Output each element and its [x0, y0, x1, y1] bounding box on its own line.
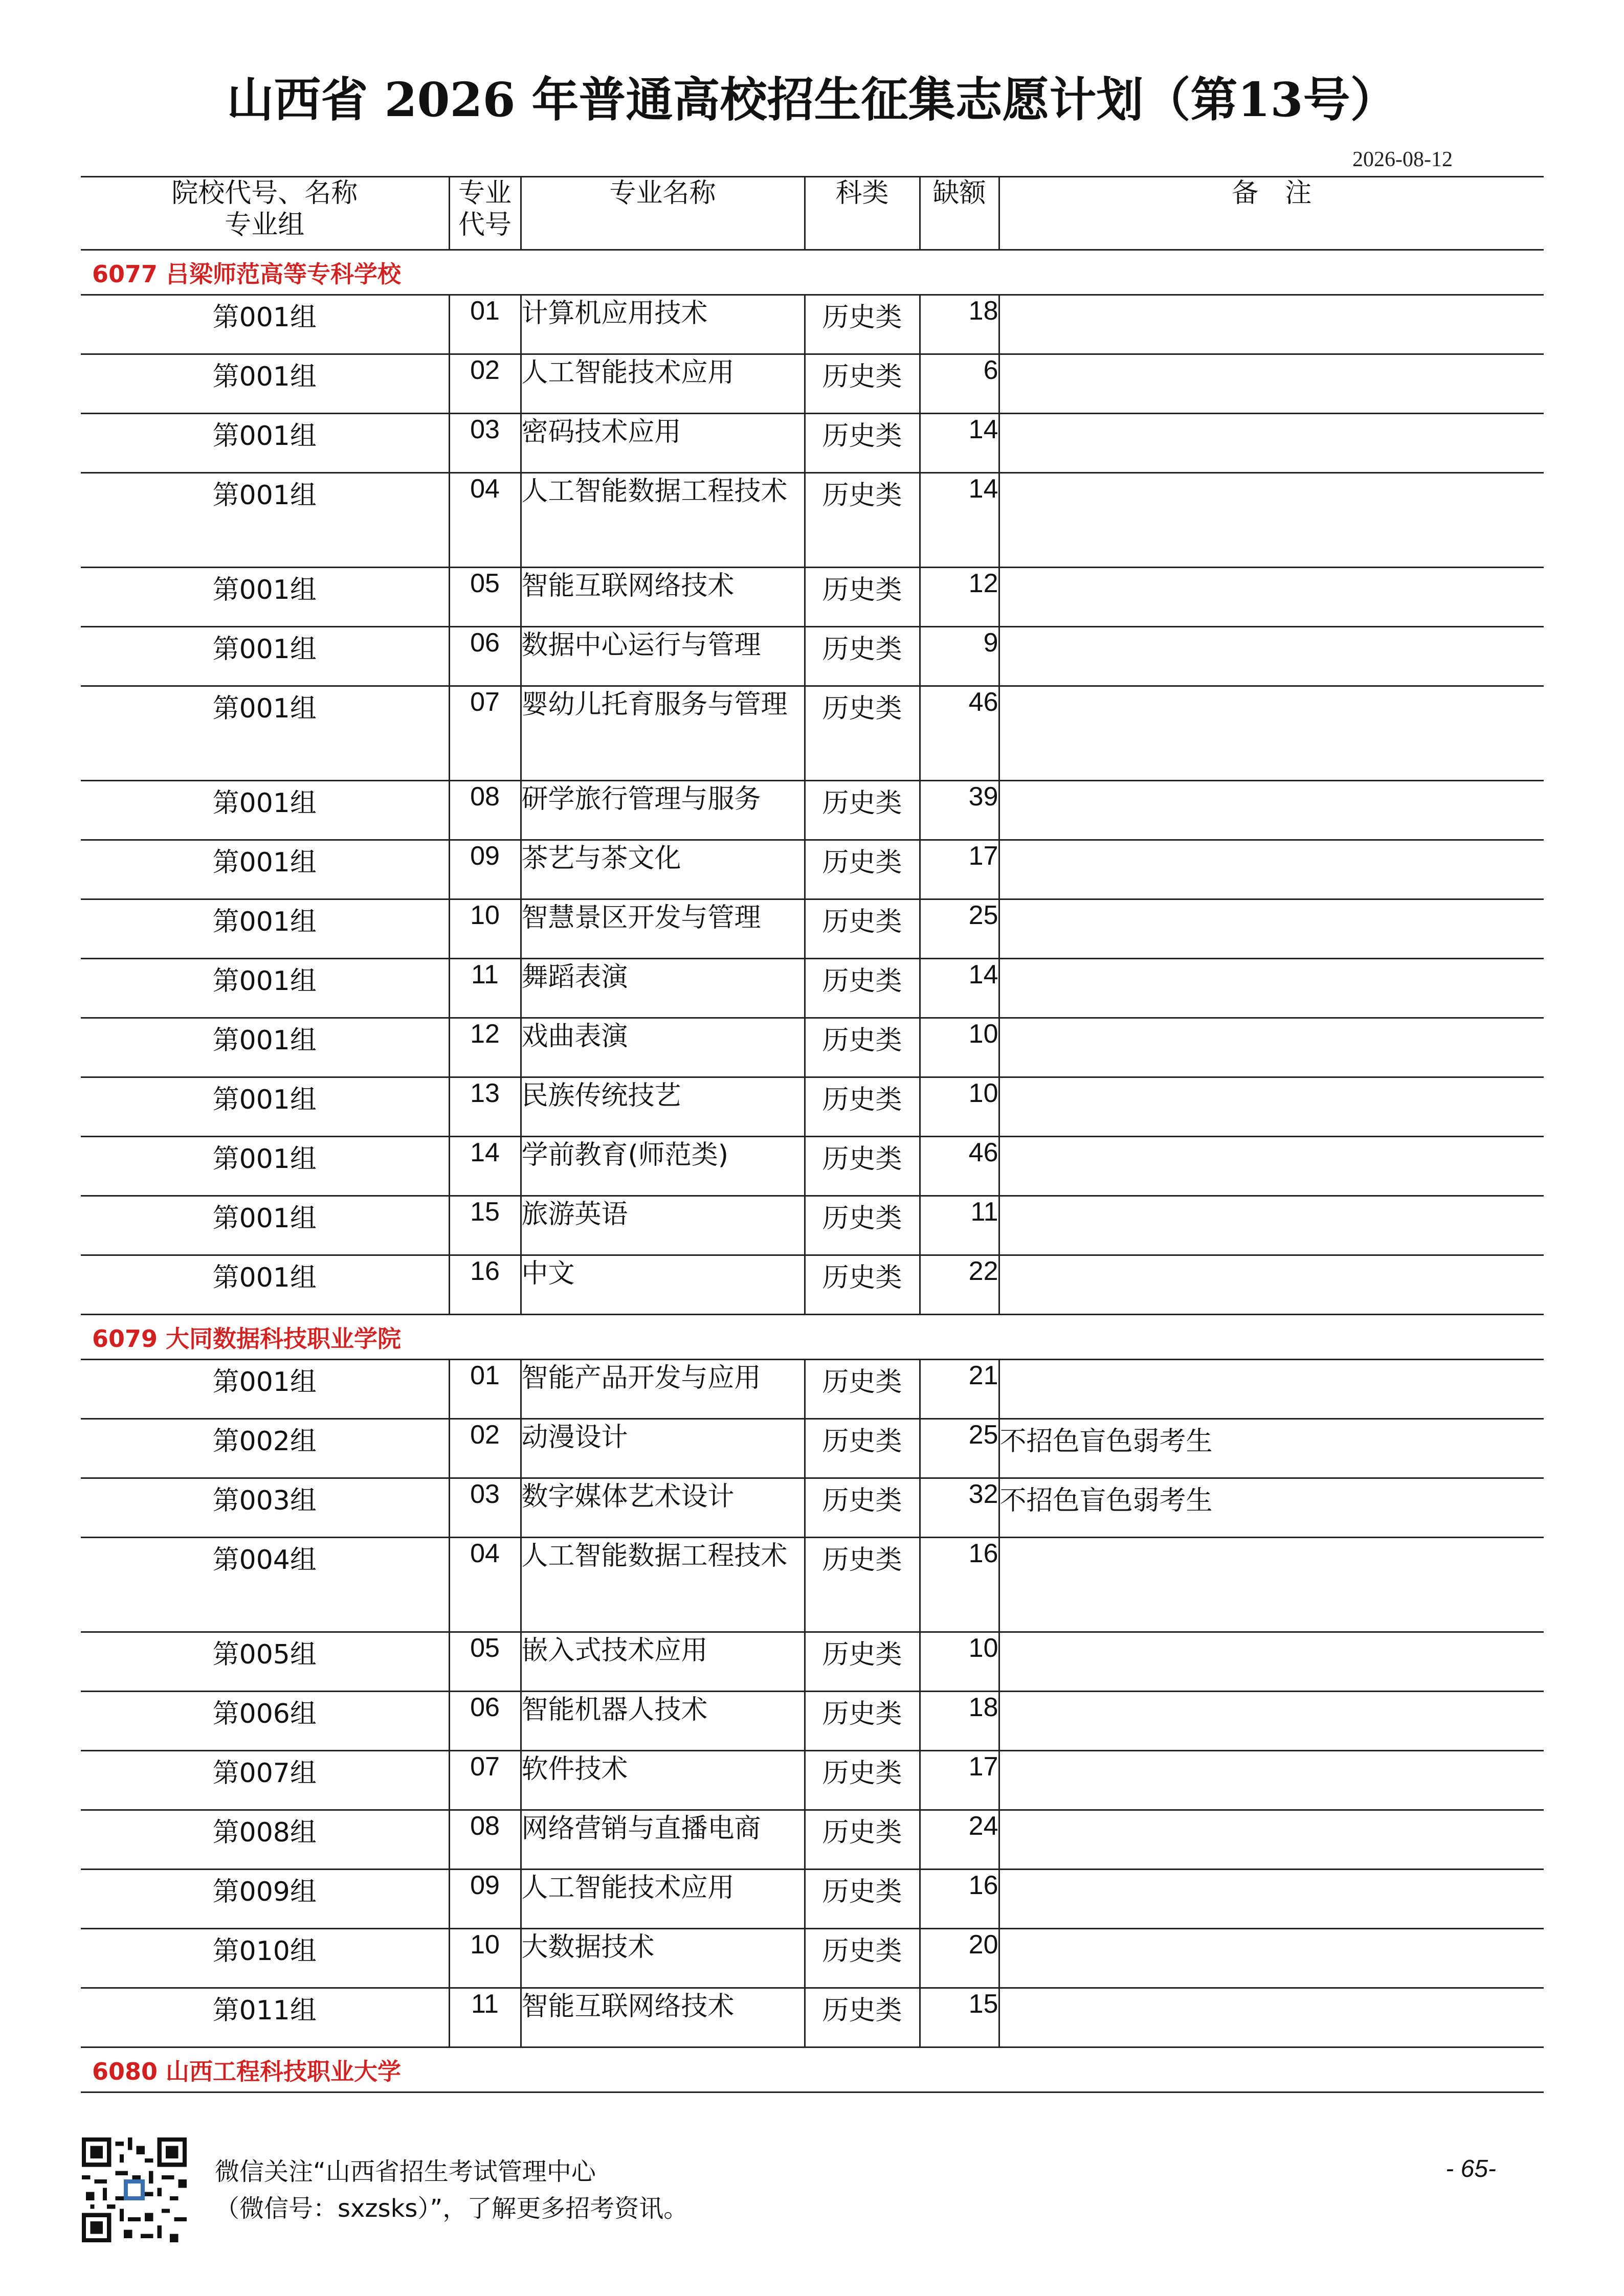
quota-cell: 14 — [920, 414, 999, 473]
major-code-cell: 01 — [449, 295, 521, 354]
group-cell: 第008组 — [81, 1810, 449, 1870]
note-cell — [999, 295, 1544, 354]
quota-cell: 17 — [920, 1751, 999, 1810]
group-cell: 第001组 — [81, 1077, 449, 1137]
group-cell: 第001组 — [81, 1255, 449, 1315]
group-cell: 第001组 — [81, 1018, 449, 1077]
major-name-cell: 人工智能数据工程技术 — [521, 473, 805, 568]
category-cell: 历史类 — [805, 781, 920, 840]
table-row — [81, 781, 1544, 840]
major-name-cell: 智能机器人技术 — [521, 1692, 805, 1751]
category-cell: 历史类 — [805, 1018, 920, 1077]
category-cell: 历史类 — [805, 1137, 920, 1196]
group-cell: 第001组 — [81, 568, 449, 627]
major-code-cell: 09 — [449, 840, 521, 899]
group-cell: 第009组 — [81, 1870, 449, 1929]
note-cell — [999, 1632, 1544, 1692]
major-name-cell: 茶艺与茶文化 — [521, 840, 805, 899]
major-code-cell: 10 — [449, 1929, 521, 1988]
quota-cell: 14 — [920, 959, 999, 1018]
category-cell: 历史类 — [805, 1255, 920, 1315]
note-cell — [999, 899, 1544, 959]
major-code-cell: 02 — [449, 354, 521, 414]
major-code-cell: 01 — [449, 1360, 521, 1419]
header-school-label: 院校代号、名称 — [171, 178, 358, 209]
major-name-cell: 软件技术 — [521, 1751, 805, 1810]
major-code-cell: 08 — [449, 1810, 521, 1870]
major-name-cell: 旅游英语 — [521, 1196, 805, 1255]
major-name-cell: 智能互联网络技术 — [521, 1988, 805, 2047]
header-category: 科类 — [805, 177, 920, 250]
group-cell: 第001组 — [81, 1137, 449, 1196]
group-cell: 第006组 — [81, 1692, 449, 1751]
table-row — [81, 627, 1544, 686]
major-code-cell: 14 — [449, 1137, 521, 1196]
quota-cell: 32 — [920, 1478, 999, 1538]
note-cell — [999, 1360, 1544, 1419]
note-cell — [999, 568, 1544, 627]
group-cell: 第001组 — [81, 1360, 449, 1419]
group-cell: 第001组 — [81, 354, 449, 414]
category-cell: 历史类 — [805, 354, 920, 414]
category-cell: 历史类 — [805, 627, 920, 686]
note-cell: 不招色盲色弱考生 — [999, 1478, 1544, 1538]
major-name-cell: 计算机应用技术 — [521, 295, 805, 354]
major-code-cell: 04 — [449, 1538, 521, 1632]
major-name-cell: 研学旅行管理与服务 — [521, 781, 805, 840]
school-title: 6080 山西工程科技职业大学 — [81, 2047, 1544, 2092]
category-cell: 历史类 — [805, 1196, 920, 1255]
table-row — [81, 1018, 1544, 1077]
major-code-cell: 06 — [449, 1692, 521, 1751]
note-cell — [999, 1988, 1544, 2047]
quota-cell: 10 — [920, 1018, 999, 1077]
school-row — [81, 1315, 1544, 1360]
major-code-cell: 03 — [449, 1478, 521, 1538]
category-cell: 历史类 — [805, 1632, 920, 1692]
category-cell: 历史类 — [805, 414, 920, 473]
quota-cell: 9 — [920, 627, 999, 686]
table-row — [81, 899, 1544, 959]
category-cell: 历史类 — [805, 1988, 920, 2047]
note-cell — [999, 1692, 1544, 1751]
group-cell: 第001组 — [81, 627, 449, 686]
group-cell: 第001组 — [81, 899, 449, 959]
major-code-cell: 07 — [449, 686, 521, 781]
table-row — [81, 1632, 1544, 1692]
table-row — [81, 473, 1544, 568]
major-name-cell: 学前教育(师范类) — [521, 1137, 805, 1196]
note-cell — [999, 1077, 1544, 1137]
category-cell: 历史类 — [805, 1870, 920, 1929]
major-code-cell: 16 — [449, 1255, 521, 1315]
quota-cell: 17 — [920, 840, 999, 899]
table-row — [81, 354, 1544, 414]
note-cell — [999, 1255, 1544, 1315]
table-row — [81, 959, 1544, 1018]
quota-cell: 15 — [920, 1988, 999, 2047]
category-cell: 历史类 — [805, 568, 920, 627]
header-major-name: 专业名称 — [521, 177, 805, 250]
major-name-cell: 人工智能数据工程技术 — [521, 1538, 805, 1632]
group-cell: 第005组 — [81, 1632, 449, 1692]
category-cell: 历史类 — [805, 899, 920, 959]
quota-cell: 21 — [920, 1360, 999, 1419]
group-cell: 第010组 — [81, 1929, 449, 1988]
note-cell — [999, 840, 1544, 899]
group-cell: 第004组 — [81, 1538, 449, 1632]
category-cell: 历史类 — [805, 295, 920, 354]
major-code-cell: 03 — [449, 414, 521, 473]
footer-wechat-line2: （微信号：sxzsks）”，了解更多招考资讯。 — [215, 2194, 688, 2223]
qr-code-icon — [82, 2137, 187, 2242]
major-name-cell: 人工智能技术应用 — [521, 1870, 805, 1929]
major-code-cell: 10 — [449, 899, 521, 959]
quota-cell: 25 — [920, 1419, 999, 1478]
note-cell — [999, 627, 1544, 686]
category-cell: 历史类 — [805, 686, 920, 781]
table-row — [81, 1360, 1544, 1419]
quota-cell: 6 — [920, 354, 999, 414]
group-cell: 第001组 — [81, 1196, 449, 1255]
note-cell — [999, 959, 1544, 1018]
table-row — [81, 1137, 1544, 1196]
quota-cell: 16 — [920, 1870, 999, 1929]
group-cell: 第001组 — [81, 781, 449, 840]
table-row — [81, 1196, 1544, 1255]
quota-cell: 16 — [920, 1538, 999, 1632]
quota-cell: 20 — [920, 1929, 999, 1988]
note-cell — [999, 1538, 1544, 1632]
note-cell — [999, 781, 1544, 840]
major-name-cell: 数字媒体艺术设计 — [521, 1478, 805, 1538]
table-row — [81, 1255, 1544, 1315]
quota-cell: 22 — [920, 1255, 999, 1315]
quota-cell: 24 — [920, 1810, 999, 1870]
quota-cell: 39 — [920, 781, 999, 840]
category-cell: 历史类 — [805, 1810, 920, 1870]
group-cell: 第001组 — [81, 686, 449, 781]
category-cell: 历史类 — [805, 1360, 920, 1419]
quota-cell: 46 — [920, 686, 999, 781]
school-title: 6077 吕梁师范高等专科学校 — [81, 250, 1544, 295]
table-row — [81, 295, 1544, 354]
category-cell: 历史类 — [805, 1751, 920, 1810]
group-cell: 第001组 — [81, 473, 449, 568]
major-code-cell: 04 — [449, 473, 521, 568]
table-row — [81, 686, 1544, 781]
quota-cell: 12 — [920, 568, 999, 627]
table-row — [81, 1077, 1544, 1137]
table-row — [81, 1478, 1544, 1538]
header-code-line1: 专业 — [458, 178, 511, 209]
page-footer — [82, 2137, 1545, 2245]
major-code-cell: 06 — [449, 627, 521, 686]
major-code-cell: 15 — [449, 1196, 521, 1255]
quota-cell: 46 — [920, 1137, 999, 1196]
category-cell: 历史类 — [805, 959, 920, 1018]
header-quota: 缺额 — [920, 177, 999, 250]
major-name-cell: 舞蹈表演 — [521, 959, 805, 1018]
major-code-cell: 09 — [449, 1870, 521, 1929]
table-row — [81, 840, 1544, 899]
table-body — [81, 250, 1544, 2092]
note-cell: 不招色盲色弱考生 — [999, 1419, 1544, 1478]
note-cell — [999, 686, 1544, 781]
quota-cell: 25 — [920, 899, 999, 959]
header-code-line2: 代号 — [458, 210, 511, 240]
page-number: - 65- — [1445, 2155, 1496, 2182]
major-code-cell: 08 — [449, 781, 521, 840]
group-cell: 第002组 — [81, 1419, 449, 1478]
header-note: 备 注 — [999, 177, 1544, 250]
major-code-cell: 13 — [449, 1077, 521, 1137]
group-cell: 第011组 — [81, 1988, 449, 2047]
group-cell: 第007组 — [81, 1751, 449, 1810]
category-cell: 历史类 — [805, 840, 920, 899]
group-cell: 第001组 — [81, 295, 449, 354]
major-code-cell: 02 — [449, 1419, 521, 1478]
quota-cell: 11 — [920, 1196, 999, 1255]
major-name-cell: 密码技术应用 — [521, 414, 805, 473]
major-name-cell: 智能产品开发与应用 — [521, 1360, 805, 1419]
publish-date: 2026-08-12 — [1352, 148, 1453, 171]
table-row — [81, 1419, 1544, 1478]
quota-cell: 18 — [920, 295, 999, 354]
table-header-row — [81, 177, 1544, 250]
major-name-cell: 人工智能技术应用 — [521, 354, 805, 414]
note-cell — [999, 354, 1544, 414]
group-cell: 第001组 — [81, 959, 449, 1018]
category-cell: 历史类 — [805, 473, 920, 568]
major-code-cell: 11 — [449, 1988, 521, 2047]
group-cell: 第001组 — [81, 840, 449, 899]
major-code-cell: 12 — [449, 1018, 521, 1077]
table-row — [81, 1538, 1544, 1632]
major-name-cell: 婴幼儿托育服务与管理 — [521, 686, 805, 781]
major-name-cell: 大数据技术 — [521, 1929, 805, 1988]
major-code-cell: 05 — [449, 568, 521, 627]
page-title: 山西省 2026 年普通高校招生征集志愿计划（第13号） — [227, 72, 1397, 127]
header-group-label: 专业组 — [225, 210, 305, 240]
group-cell: 第003组 — [81, 1478, 449, 1538]
table-row — [81, 414, 1544, 473]
major-name-cell: 戏曲表演 — [521, 1018, 805, 1077]
table-row — [81, 1692, 1544, 1751]
major-code-cell: 05 — [449, 1632, 521, 1692]
table-row — [81, 1988, 1544, 2047]
note-cell — [999, 414, 1544, 473]
category-cell: 历史类 — [805, 1077, 920, 1137]
table-row — [81, 568, 1544, 627]
category-cell: 历史类 — [805, 1478, 920, 1538]
note-cell — [999, 1810, 1544, 1870]
enrollment-plan-table — [81, 176, 1544, 2093]
major-name-cell: 动漫设计 — [521, 1419, 805, 1478]
header-major-code — [449, 177, 521, 250]
school-row — [81, 250, 1544, 295]
table-row — [81, 1751, 1544, 1810]
table-row — [81, 1870, 1544, 1929]
category-cell: 历史类 — [805, 1692, 920, 1751]
major-name-cell: 智能互联网络技术 — [521, 568, 805, 627]
table-row — [81, 1810, 1544, 1870]
major-name-cell: 中文 — [521, 1255, 805, 1315]
major-name-cell: 智慧景区开发与管理 — [521, 899, 805, 959]
category-cell: 历史类 — [805, 1929, 920, 1988]
quota-cell: 14 — [920, 473, 999, 568]
major-name-cell: 嵌入式技术应用 — [521, 1632, 805, 1692]
major-name-cell: 网络营销与直播电商 — [521, 1810, 805, 1870]
note-cell — [999, 1018, 1544, 1077]
quota-cell: 10 — [920, 1077, 999, 1137]
note-cell — [999, 1137, 1544, 1196]
header-school-group — [81, 177, 449, 250]
major-name-cell: 民族传统技艺 — [521, 1077, 805, 1137]
footer-wechat-line1: 微信关注“山西省招生考试管理中心 — [215, 2157, 596, 2186]
note-cell — [999, 1929, 1544, 1988]
category-cell: 历史类 — [805, 1419, 920, 1478]
quota-cell: 18 — [920, 1692, 999, 1751]
table-row — [81, 1929, 1544, 1988]
category-cell: 历史类 — [805, 1538, 920, 1632]
major-code-cell: 07 — [449, 1751, 521, 1810]
note-cell — [999, 473, 1544, 568]
group-cell: 第001组 — [81, 414, 449, 473]
note-cell — [999, 1870, 1544, 1929]
quota-cell: 10 — [920, 1632, 999, 1692]
school-title: 6079 大同数据科技职业学院 — [81, 1315, 1544, 1360]
note-cell — [999, 1751, 1544, 1810]
major-name-cell: 数据中心运行与管理 — [521, 627, 805, 686]
major-code-cell: 11 — [449, 959, 521, 1018]
school-row — [81, 2047, 1544, 2092]
note-cell — [999, 1196, 1544, 1255]
